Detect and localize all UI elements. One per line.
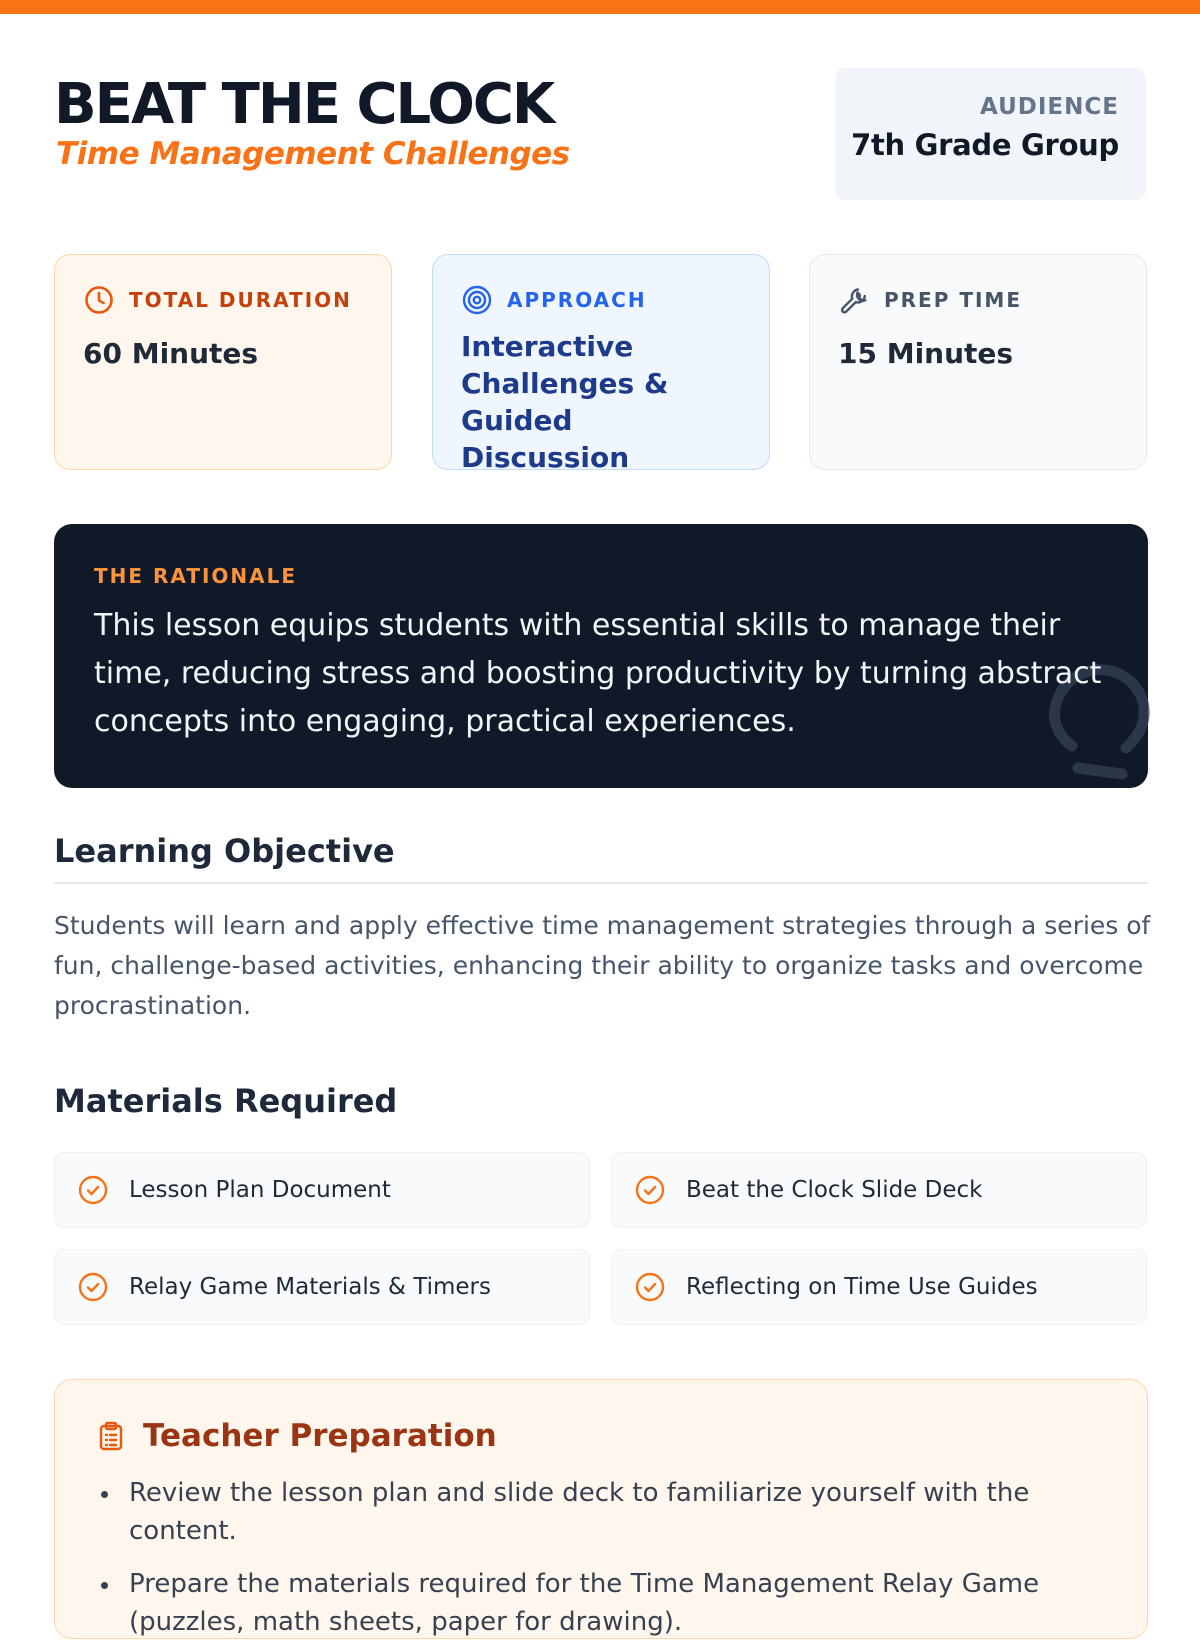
audience-label: AUDIENCE (980, 94, 1119, 120)
approach-value: Interactive Challenges & Guided Discussion (461, 330, 669, 474)
check-circle-icon (77, 1271, 109, 1303)
duration-value: 60 Minutes (83, 337, 259, 370)
material-label: Relay Game Materials & Timers (129, 1274, 491, 1300)
summary-cards (54, 254, 1148, 474)
clipboard-icon (95, 1420, 127, 1452)
rationale-label: THE RATIONALE (94, 564, 298, 588)
check-circle-icon (634, 1271, 666, 1303)
top-accent-bar (0, 0, 1200, 14)
material-item (611, 1249, 1147, 1325)
material-item (54, 1152, 590, 1228)
header (54, 66, 1146, 200)
check-circle-icon (77, 1174, 109, 1206)
prep-title: Teacher Preparation (143, 1418, 497, 1454)
duration-card (54, 254, 392, 470)
clock-icon (83, 284, 115, 316)
rationale-text: This lesson equips students with essential skills to manage their time, reducing stress and boosting productivity by turning abstract concepts into engaging, practical experiences. (94, 608, 1102, 739)
approach-card (432, 254, 770, 474)
material-label: Beat the Clock Slide Deck (686, 1177, 983, 1203)
material-label: Reflecting on Time Use Guides (686, 1274, 1038, 1300)
prep-time-label: PREP TIME (884, 288, 1022, 312)
teacher-prep-panel (54, 1379, 1148, 1639)
wrench-icon (838, 284, 870, 316)
page-title: BEAT THE CLOCK (54, 72, 554, 137)
page-subtitle: Time Management Challenges (56, 136, 570, 172)
prep-time-value: 15 Minutes (838, 337, 1014, 370)
prep-list (95, 1474, 1107, 1641)
audience-badge (835, 68, 1146, 200)
objective-text: Students will learn and apply effective time management strategies through a series of fun, challenge-based activities, enhancing their ability to organize tasks and overcome procrastination. (54, 911, 1151, 1020)
duration-label: TOTAL DURATION (129, 288, 352, 312)
objective-title: Learning Objective (54, 832, 395, 870)
prep-list-item: Prepare the materials required for the Time Management Relay Game (puzzles, math sheets, paper for drawing). (95, 1565, 1105, 1641)
materials-title: Materials Required (54, 1082, 398, 1120)
material-label: Lesson Plan Document (129, 1177, 391, 1203)
material-item (54, 1249, 590, 1325)
prep-list-item: Review the lesson plan and slide deck to familiarize yourself with the content. (95, 1474, 1105, 1550)
audience-value: 7th Grade Group (851, 128, 1119, 162)
prep-time-card (809, 254, 1147, 470)
materials-grid (54, 1152, 1148, 1326)
rationale-panel (54, 524, 1148, 788)
objective-divider (54, 882, 1148, 884)
approach-label: APPROACH (507, 288, 647, 312)
target-icon (461, 284, 493, 316)
check-circle-icon (634, 1174, 666, 1206)
material-item (611, 1152, 1147, 1228)
